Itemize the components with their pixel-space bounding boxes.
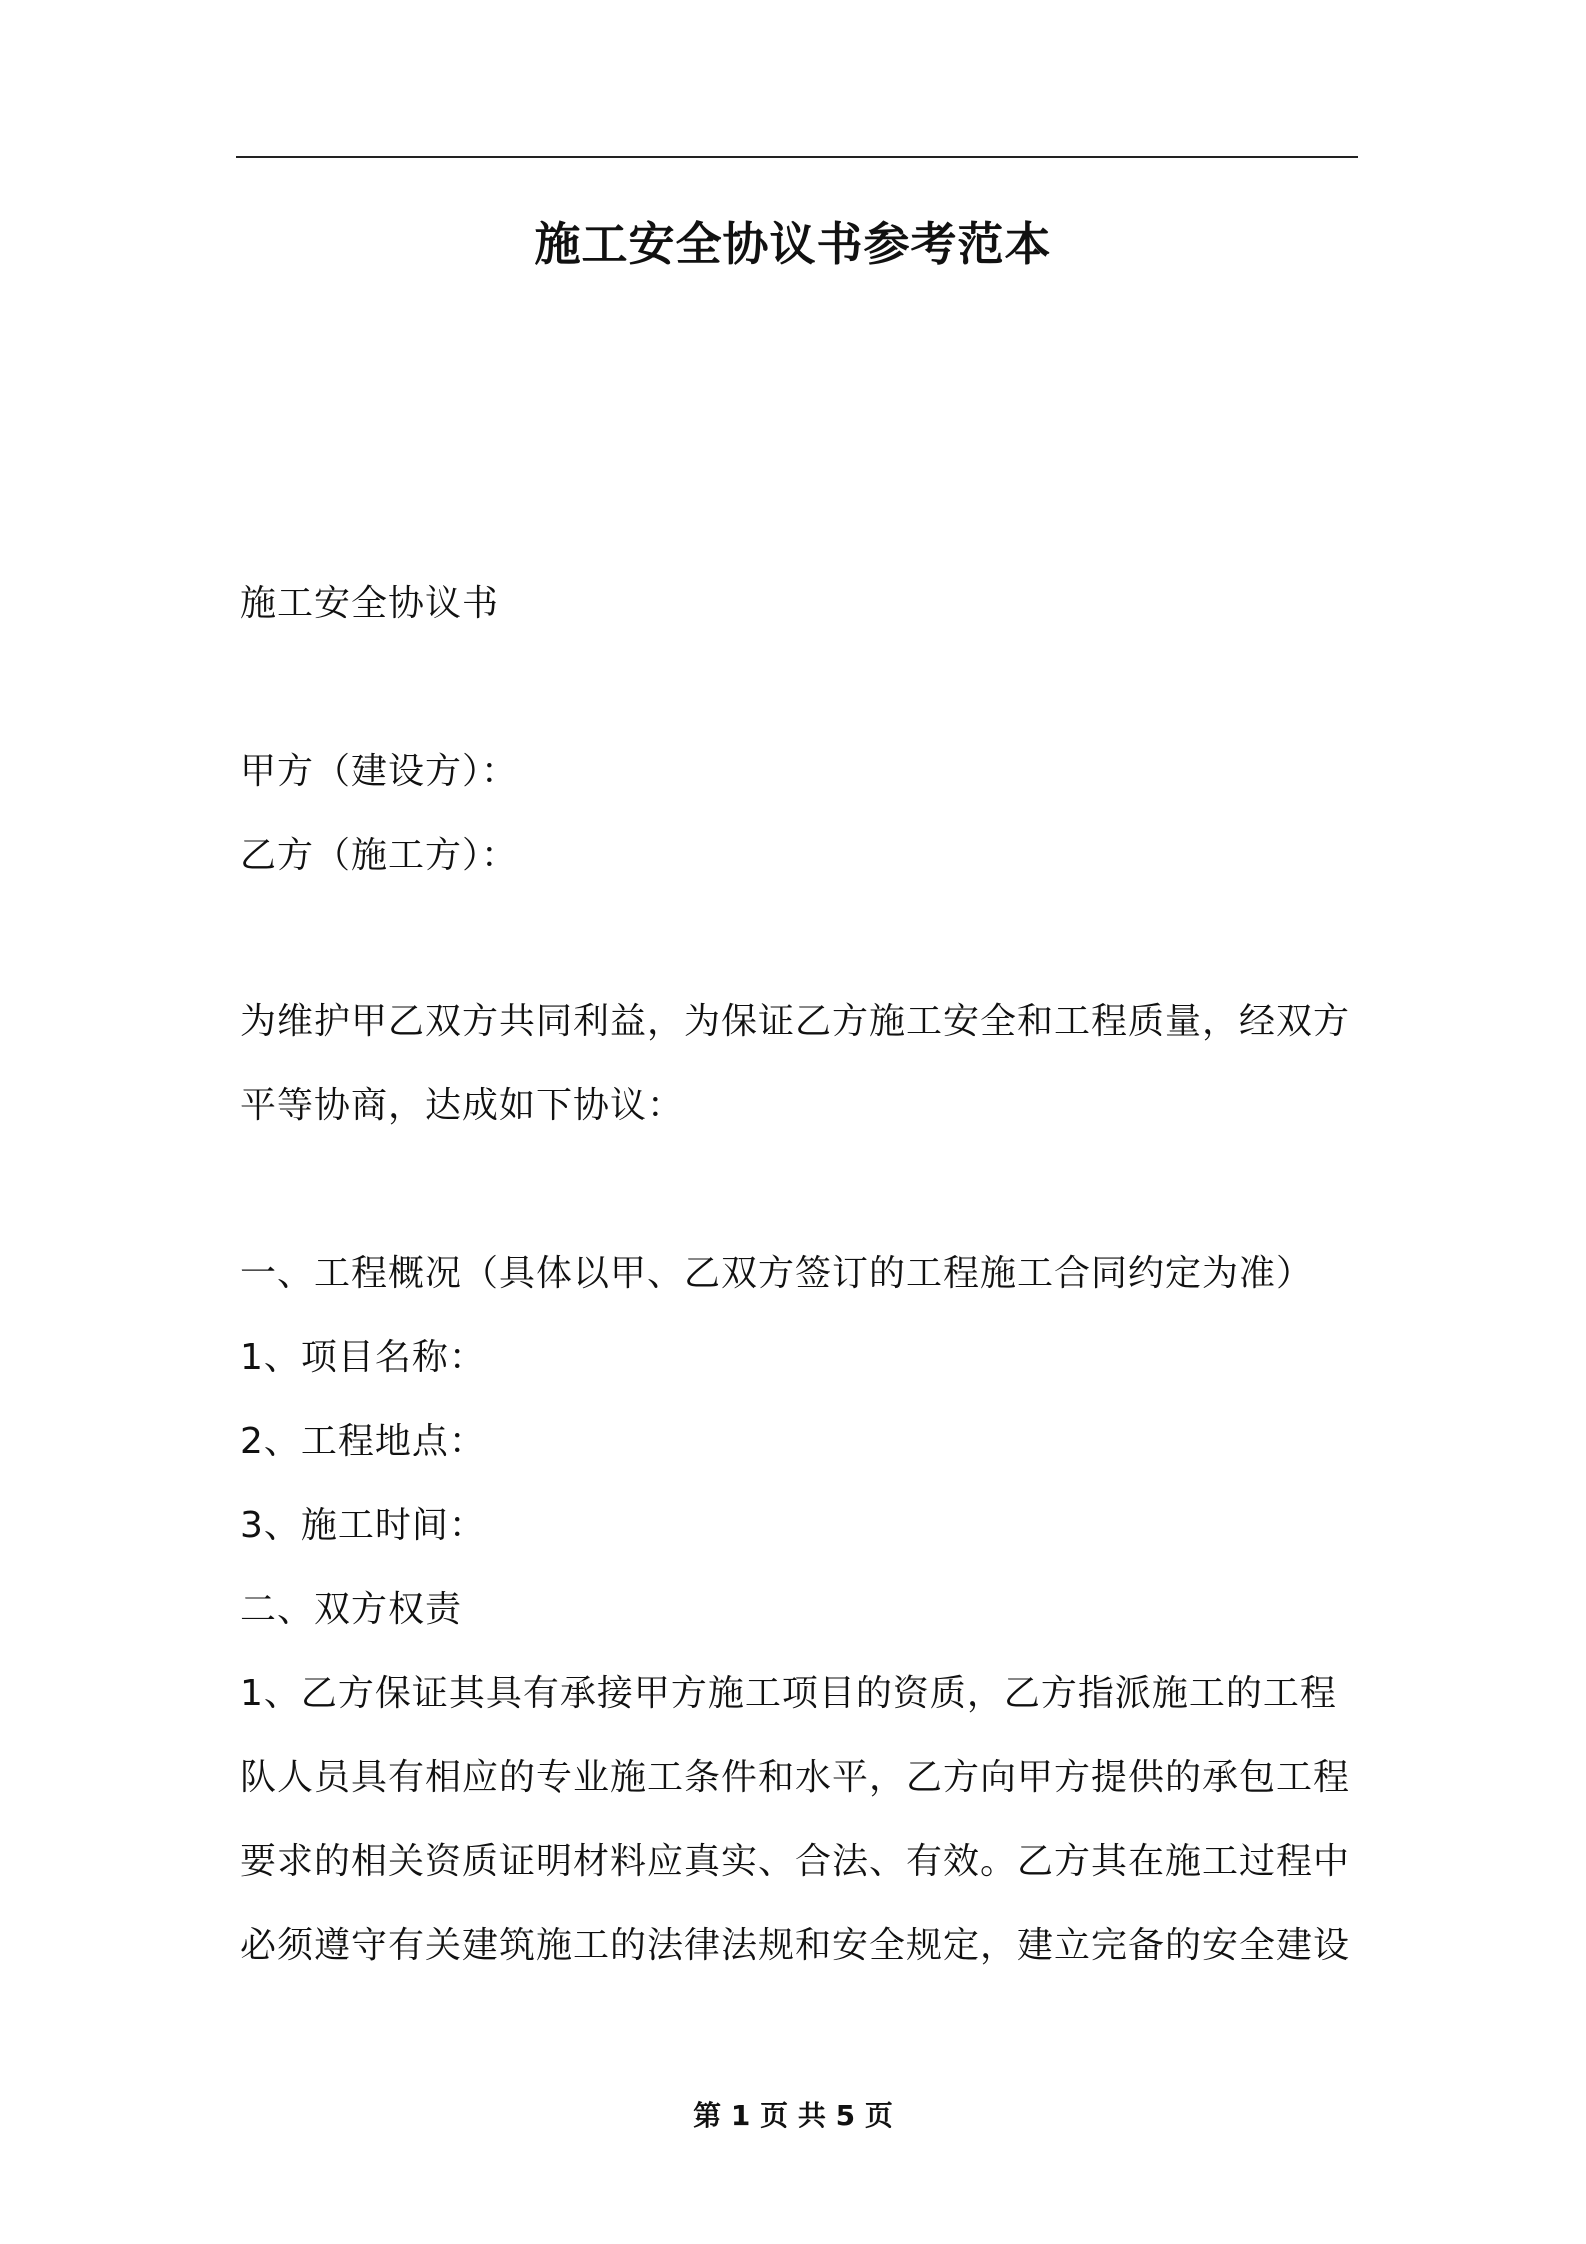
section-1-heading: 一、工程概况（具体以甲、乙双方签订的工程施工合同约定为准）: [240, 1253, 1314, 1294]
document-subtitle: 施工安全协议书: [240, 583, 500, 624]
document-title: 施工安全协议书参考范本: [534, 217, 1052, 271]
project-name-item: 1、项目名称：: [240, 1337, 486, 1378]
section-2-paragraph-line: 队人员具有相应的专业施工条件和水平，乙方向甲方提供的承包工程: [240, 1757, 1351, 1798]
intro-line: 为维护甲乙双方共同利益，为保证乙方施工安全和工程质量，经双方: [240, 1001, 1351, 1042]
section-2-paragraph-line: 要求的相关资质证明材料应真实、合法、有效。乙方其在施工过程中: [240, 1841, 1351, 1882]
intro-line: 平等协商，达成如下协议：: [240, 1085, 685, 1126]
section-2-paragraph-line: 必须遵守有关建筑施工的法律法规和安全规定，建立完备的安全建设: [240, 1925, 1351, 1966]
party-b-line: 乙方（施工方）：: [240, 835, 519, 876]
section-2-heading: 二、双方权责: [240, 1589, 463, 1630]
construction-time-item: 3、施工时间：: [240, 1505, 486, 1546]
project-location-item: 2、工程地点：: [240, 1421, 486, 1462]
page-number-footer: 第 1 页 共 5 页: [693, 2099, 893, 2132]
section-2-paragraph-line: 1、乙方保证其具有承接甲方施工项目的资质，乙方指派施工的工程: [240, 1673, 1337, 1714]
header-rule: [236, 156, 1358, 158]
party-a-line: 甲方（建设方）：: [240, 751, 519, 792]
